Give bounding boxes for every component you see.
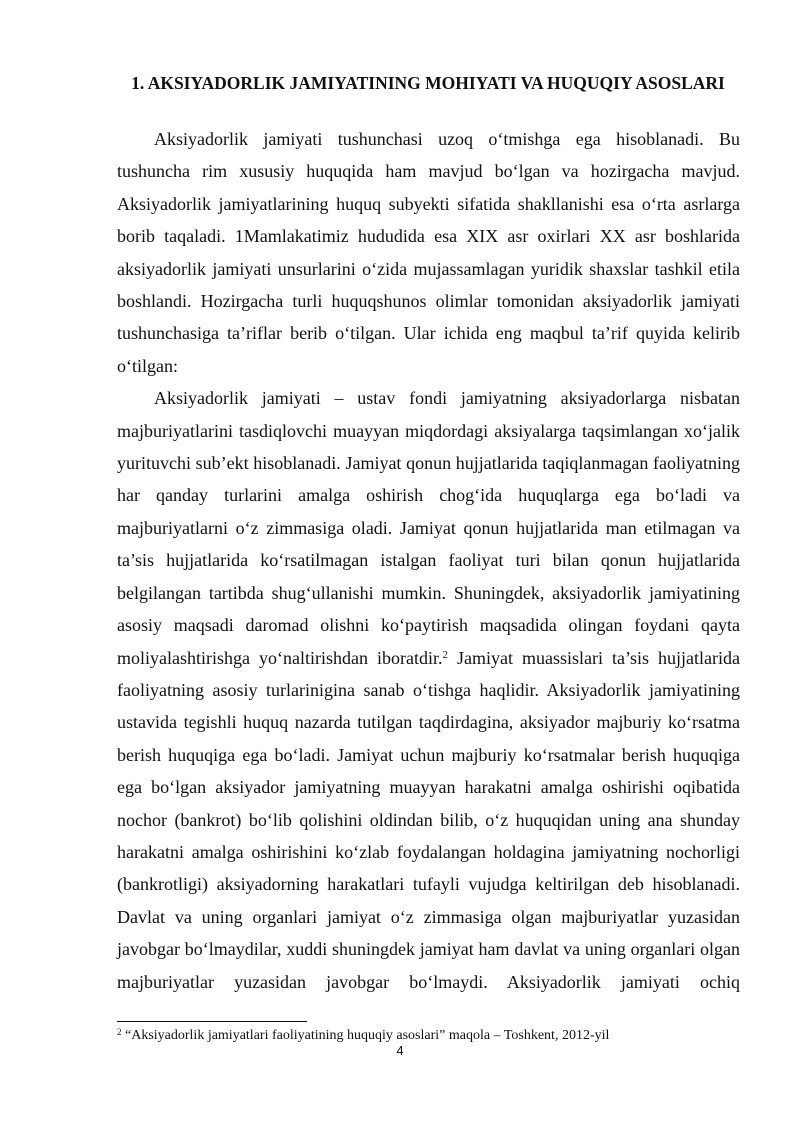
footnote-text: “Aksiyadorlik jamiyatlari faoliyatining huquqiy asoslari” maqola – Toshkent, 2012-yil (121, 1028, 610, 1043)
footnote-reference: 2 (442, 648, 448, 661)
section-heading: 1. AKSIYADORLIK JAMIYATINING MOHIYATI VA HUQUQIY ASOSLARI (131, 73, 725, 93)
paragraph-2-text-b: Jamiyat muassislari ta’sis hujjatlarida faoliyatning asosiy turlarinigina sanab o‘tishga haqlidir. Aksiyadorlik jamiyatining ustavida tegishli huquq nazarda tutilgan taqdirdagina, aksiyador majburiy ko‘rsatma berish huquqiga ega bo‘ladi. Jamiyat uchun majburiy ko‘rsatmalar berish huquqiga ega bo‘lgan aksiyador jamiyatning muayyan harakatni amalga oshirishi oqibatida nochor (bankrot) bo‘lib qolishini oldindan bilib, o‘z huquqidan uning ana shunday harakatni amalga oshirishini ko‘zlab foydalangan holdagina jamiyatning nochorligi (bankrotligi) aksiyadorning harakatlari tufayli vujudga keltirilgan deb hisoblanadi. Davlat va uning organlari jamiyat o‘z zimmasiga olgan majburiyatlar yuzasidan javobgar bo‘lmaydilar, xuddi shuningdek jamiyat ham davlat va uning organlari olgan majburiyatlar yuzasidan javobgar bo‘lmaydi. Aksiyadorlik jamiyati ochiq (117, 647, 740, 992)
paragraph-2 (117, 382, 740, 998)
footnote-separator (117, 1021, 307, 1022)
body-text (117, 123, 740, 998)
footnote (117, 1027, 740, 1044)
paragraph-2-text-a: Aksiyadorlik jamiyati – ustav fondi jamiyatning aksiyadorlarga nisbatan majburiyatlarini tasdiqlovchi muayyan miqdordagi aksiyalarga taqsimlangan xo‘jalik yurituvchi sub’ekt hisoblanadi. Jamiyat qonun hujjatlarida taqiqlanmagan faoliyatning har qanday turlarini amalga oshirish chog‘ida huquqlarga ega bo‘ladi va majburiyatlarni o‘z zimmasiga oladi. Jamiyat qonun hujjatlarida man etilmagan va ta’sis hujjatlarida ko‘rsatilmagan istalgan faoliyat turi bilan qonun hujjatlarida belgilangan tartibda shug‘ullanishi mumkin. Shuningdek, aksiyadorlik jamiyatining asosiy maqsadi daromad olishni ko‘paytirish maqsadida olingan foydani qayta moliyalashtirishga yo‘naltirishdan iboratdir. (117, 388, 740, 668)
page-number: 4 (396, 1043, 404, 1058)
footnote-marker: 2 (117, 1027, 122, 1037)
paragraph-1: Aksiyadorlik jamiyati tushunchasi uzoq o‘tmishga ega hisoblanadi. Bu tushuncha rim xususiy huquqida ham mavjud bo‘lgan va hozirgacha mavjud. Aksiyadorlik jamiyatlarining huquq subyekti sifatida shakllanishi esa o‘rta asrlarga borib taqaladi. 1Mamlakatimiz hududida esa XIX asr oxirlari XX asr boshlarida aksiyadorlik jamiyati unsurlarini o‘zida mujassamlagan yuridik shaxslar tashkil etila boshlandi. Hozirgacha turli huquqshunos olimlar tomonidan aksiyadorlik jamiyati tushunchasiga ta’riflar berib o‘tilgan. Ular ichida eng maqbul ta’rif quyida kelirib o‘tilgan: (117, 129, 740, 376)
